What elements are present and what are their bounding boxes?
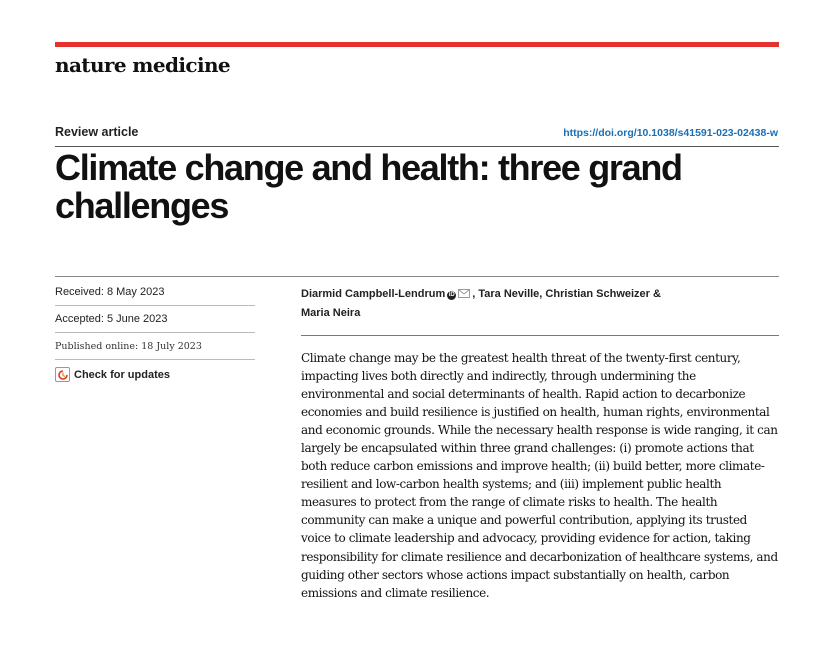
check-for-updates-button[interactable]: [55, 367, 255, 382]
check-updates-icon: [55, 367, 70, 382]
journal-header-bar: [55, 42, 779, 47]
meta-divider: [55, 305, 255, 306]
orcid-icon[interactable]: iD: [448, 292, 455, 298]
journal-logo: nature medicine: [55, 53, 231, 77]
abstract-text: Climate change may be the greatest health threat of the twenty-first century, impacting lives both directly and indirectly, through undermining the environmental and social determinants of health. Rapid action to decarbonize economies and build resilience is justified on health, human rights, environmental and economic grounds. While the necessary health response is wide ranging, it can largely be encapsulated within three grand challenges: (i) promote actions that both reduce carbon emissions and improve health; (ii) build better, more climate-resilient and low-carbon health systems; and (iii) implement public health measures to protect from the range of climate risks to health. The health community can make a unique and powerful contribution, applying its trusted voice to climate leadership and advocacy, providing evidence for action, taking responsibility for climate resilience and decarbonization of healthcare systems, and guiding other sectors whose actions impact substantially on health, carbon emissions and climate resilience.: [301, 351, 778, 600]
meta-divider: [55, 332, 255, 333]
email-icon[interactable]: [458, 286, 470, 304]
check-updates-label: Check for updates: [74, 368, 170, 381]
doi-link[interactable]: https://doi.org/10.1038/s41591-023-02438-w: [563, 127, 778, 139]
published-date: Published online: 18 July 2023: [55, 341, 202, 352]
meta-divider: [55, 359, 255, 360]
author-names[interactable]: , Tara Neville, Christian Schweizer &: [472, 288, 661, 300]
received-date: Received: 8 May 2023: [55, 286, 165, 298]
accepted-date: Accepted: 5 June 2023: [55, 313, 168, 325]
article-title: Climate change and health: three grand challenges: [55, 147, 682, 226]
article-type: Review article: [55, 125, 139, 139]
author-list: [301, 285, 741, 322]
author-names[interactable]: Maria Neira: [301, 307, 361, 319]
abstract-divider: [301, 335, 779, 336]
metadata-divider: [55, 276, 779, 277]
author-name[interactable]: Diarmid Campbell-Lendrum: [301, 288, 446, 300]
